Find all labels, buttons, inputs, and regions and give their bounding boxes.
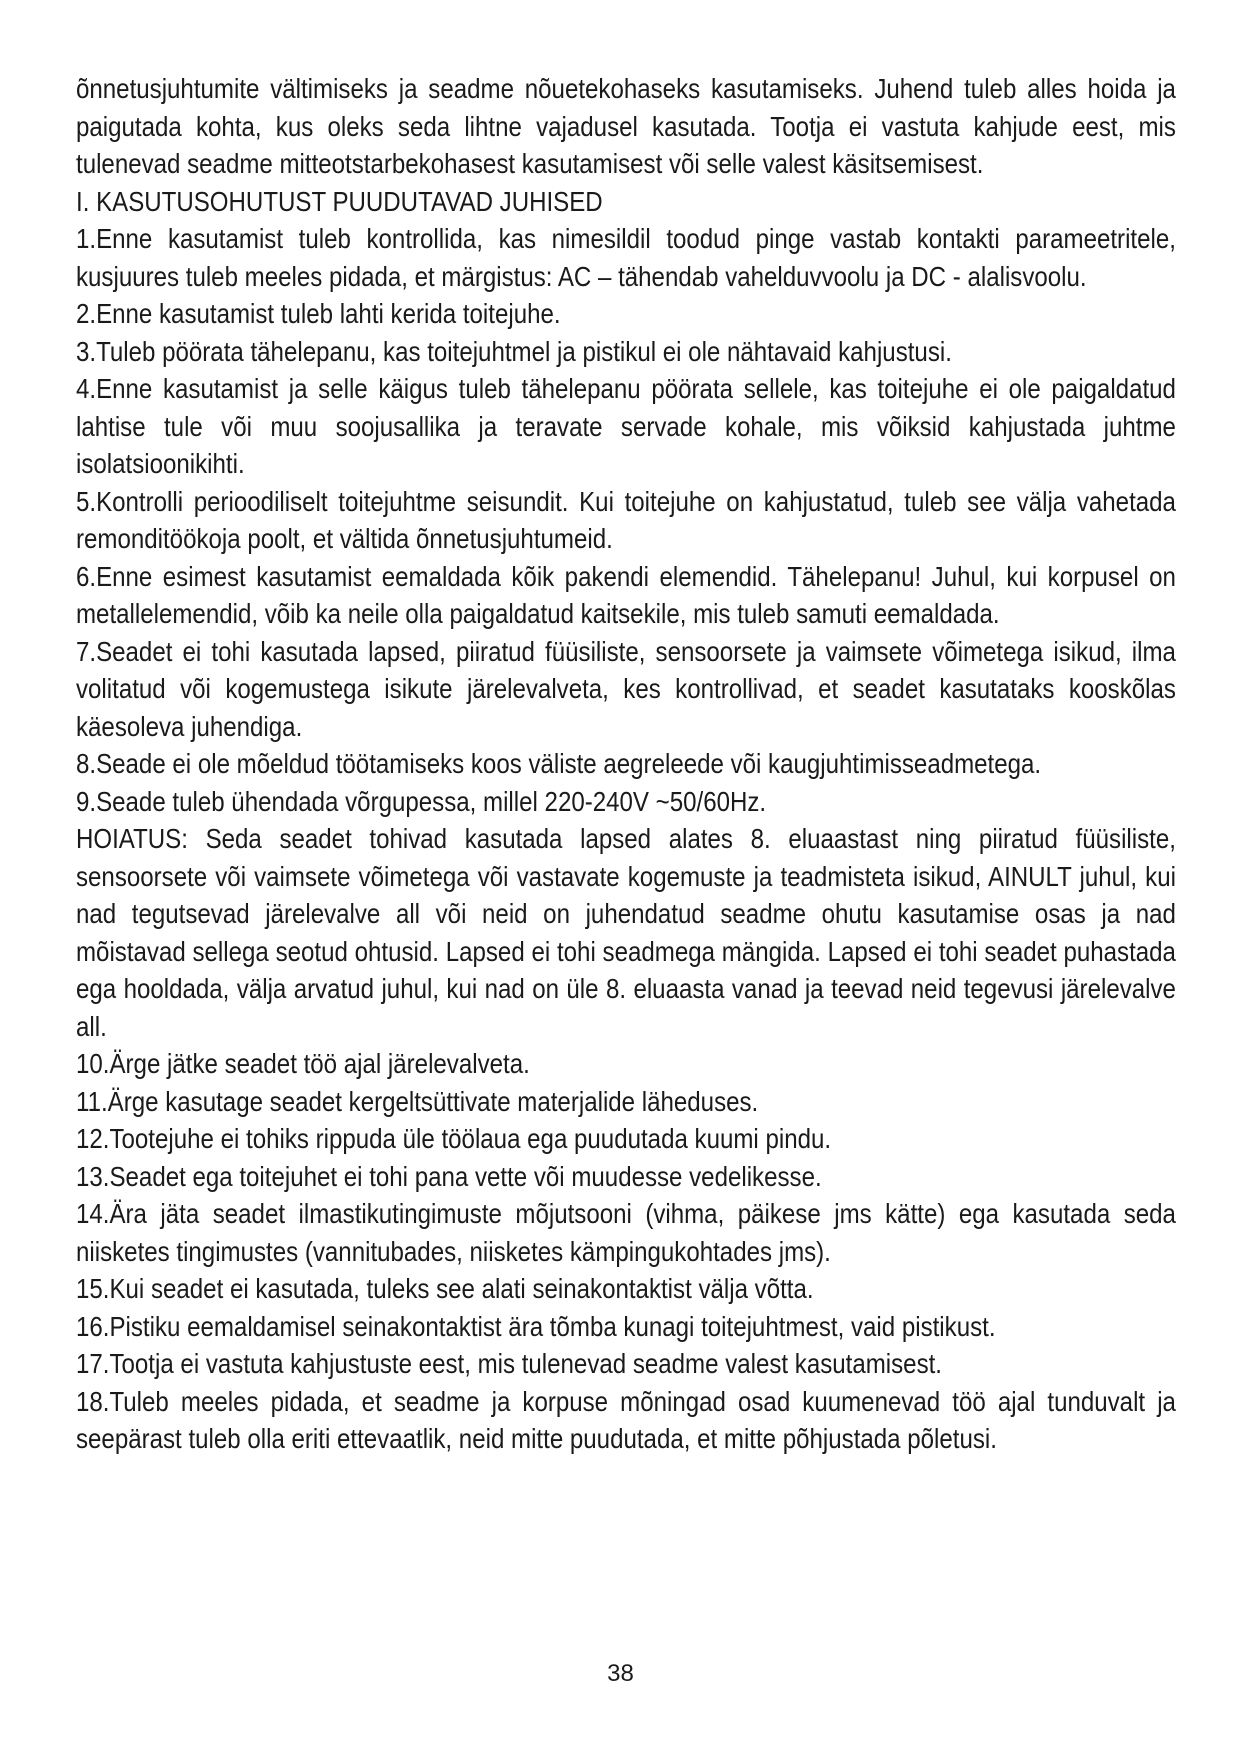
document-body	[76, 70, 1176, 1458]
instruction-item-3: 3.Tuleb pöörata tähelepanu, kas toitejuhtmel ja pistikul ei ole nähtavaid kahjustusi.	[76, 335, 952, 367]
instruction-item-13: 13.Seadet ega toitejuhet ei tohi pana vette või muudesse vedelikesse.	[76, 1160, 822, 1192]
instruction-item-15: 15.Kui seadet ei kasutada, tuleks see alati seinakontaktist välja võtta.	[76, 1273, 814, 1304]
instruction-item-14: 14.Ära jäta seadet ilmastikutingimuste mõjutsooni (vihma, päikese jms kätte) ega kasutada seda niisketes tingimustes (vannitubades, niisketes kämpingukohtades jms).	[76, 1198, 1176, 1267]
section-heading: I. KASUTUSOHUTUST PUUDUTAVAD JUHISED	[76, 185, 603, 217]
instruction-item-7: 7.Seadet ei tohi kasutada lapsed, piiratud füüsiliste, sensoorsete ja vaimsete võimetega isikud, ilma volitatud või kogemustega isikute järelevalveta, kes kontrollivad, et seadet kasutataks kooskõlas käesoleva juhendiga.	[76, 635, 1176, 742]
instruction-item-17: 17.Tootja ei vastuta kahjustuste eest, mis tulenevad seadme valest kasutamisest.	[76, 1348, 943, 1379]
instruction-item-6: 6.Enne esimest kasutamist eemaldada kõik pakendi elemendid. Tähelepanu! Juhul, kui korpusel on metallelemendid, võib ka neile olla paigaldatud kaitsekile, mis tuleb samuti eemaldada.	[76, 560, 1176, 629]
instruction-item-12: 12.Tootejuhe ei tohiks rippuda üle töölaua ega puudutada kuumi pindu.	[76, 1123, 832, 1154]
instruction-item-2: 2.Enne kasutamist tuleb lahti kerida toitejuhe.	[76, 298, 561, 329]
intro-paragraph: õnnetusjuhtumite vältimiseks ja seadme nõuetekohaseks kasutamiseks. Juhend tuleb alles hoida ja paigutada kohta, kus oleks seda lihtne vajadusel kasutada. Tootja ei vastuta kahjude eest, mis tulenevad seadme mitteotstarbekohasest kasutamisest või selle valest käsitsemisest.	[76, 73, 1176, 179]
instruction-item-5: 5.Kontrolli perioodiliselt toitejuhtme seisundit. Kui toitejuhe on kahjustatud, tuleb see välja vahetada remonditöökoja poolt, et vältida õnnetusjuhtumeid.	[76, 485, 1176, 554]
instruction-item-11: 11.Ärge kasutage seadet kergeltsüttivate materjalide läheduses.	[76, 1085, 759, 1117]
instruction-item-10: 10.Ärge jätke seadet töö ajal järelevalveta.	[76, 1048, 530, 1079]
instruction-item-4: 4.Enne kasutamist ja selle käigus tuleb tähelepanu pöörata sellele, kas toitejuhe ei ole paigaldatud lahtise tule või muu soojusallika ja teravate servade kohale, mis võiksid kahjustada juhtme isolatsioonikihti.	[76, 373, 1176, 479]
instruction-item-9: 9.Seade tuleb ühendada võrgupessa, millel 220-240V ~50/60Hz.	[76, 785, 767, 817]
page-number: 38	[607, 1660, 634, 1687]
instruction-item-16: 16.Pistiku eemaldamisel seinakontaktist ära tõmba kunagi toitejuhtmest, vaid pistikust.	[76, 1310, 996, 1342]
instruction-item-1: 1.Enne kasutamist tuleb kontrollida, kas nimesildil toodud pinge vastab kontakti parameetritele, kusjuures tuleb meeles pidada, et märgistus: AC – tähendab vahelduvvoolu ja DC - alalisvoolu.	[76, 223, 1176, 292]
warning-paragraph: HOIATUS: Seda seadet tohivad kasutada lapsed alates 8. eluaastast ning piiratud füüsiliste, sensoorsete või vaimsete võimetega või vastavate kogemuste ja teadmisteta isikud, AINULT juhul, kui nad tegutsevad järelevalve all või neid on juhendatud seadme ohutu kasutamise osas ja nad mõistavad sellega seotud ohtusid. Lapsed ei tohi seadmega mängida. Lapsed ei tohi seadet puhastada ega hooldada, välja arvatud juhul, kui nad on üle 8. eluaasta vanad ja teevad neid tegevusi järelevalve all.	[76, 823, 1176, 1042]
instruction-item-8: 8.Seade ei ole mõeldud töötamiseks koos väliste aegreleede või kaugjuhtimisseadmetega.	[76, 748, 1042, 779]
instruction-item-18: 18.Tuleb meeles pidada, et seadme ja korpuse mõningad osad kuumenevad töö ajal tunduvalt ja seepärast tuleb olla eriti ettevaatlik, neid mitte puudutada, et mitte põhjustada põletusi.	[76, 1385, 1176, 1454]
